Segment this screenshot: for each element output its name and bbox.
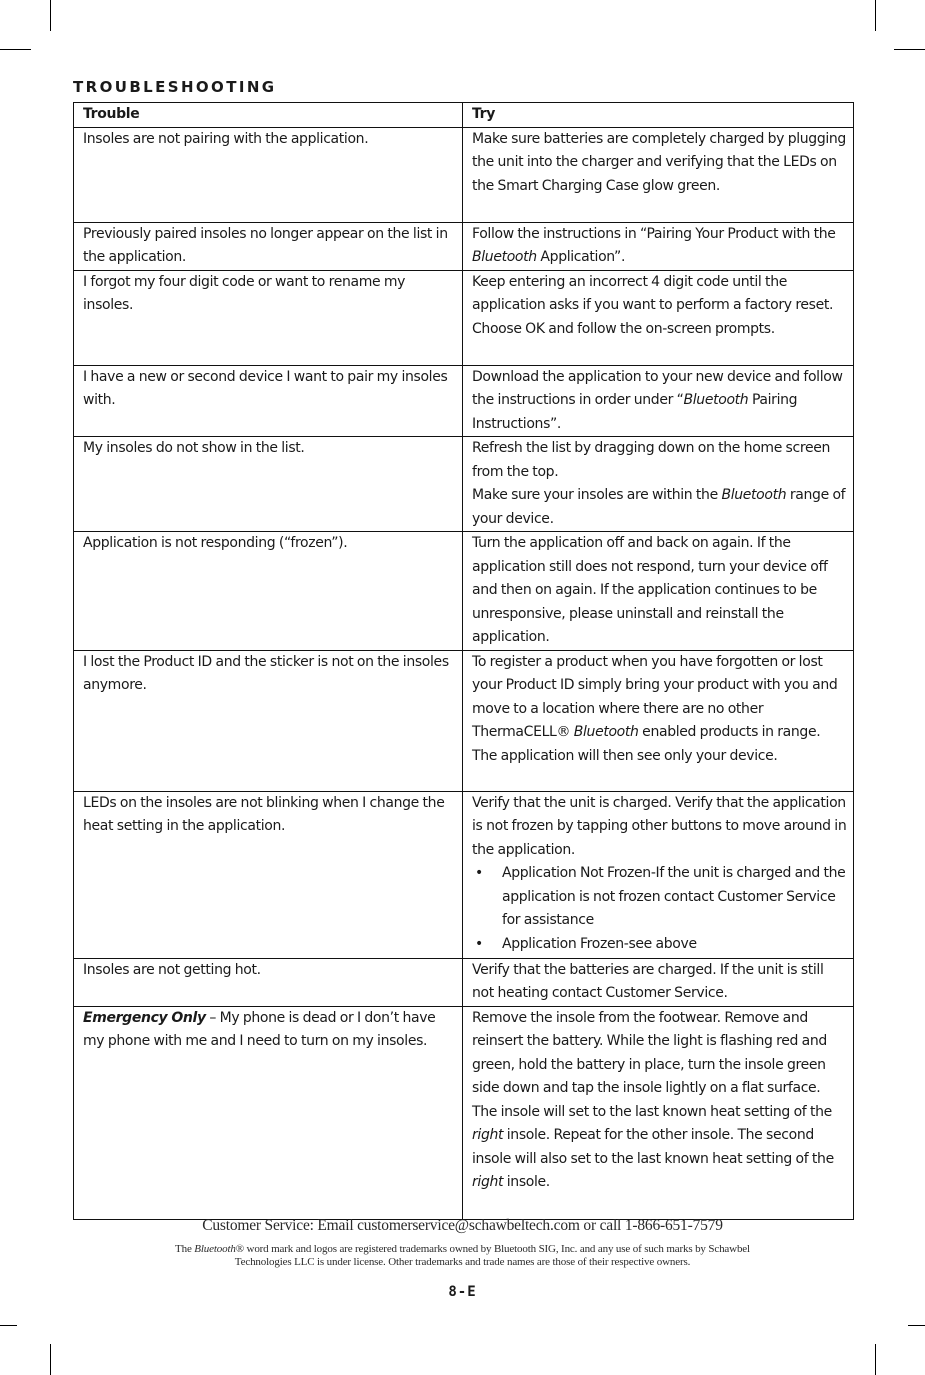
crop-mark-top-left-vertical (50, 0, 51, 31)
crop-mark-top-right-horizontal (894, 49, 925, 50)
table-row (74, 270, 854, 365)
trouble-cell: LEDs on the insoles are not blinking when I change the heat setting in the application. (74, 791, 463, 958)
trouble-cell: Insoles are not getting hot. (74, 958, 463, 1006)
try-cell: Refresh the list by dragging down on the home screen from the top. Make sure your insoles are within the Bluetooth range of your device. (463, 437, 854, 532)
try-cell: Keep entering an incorrect 4 digit code until the application asks if you want to perform a factory reset. Choose OK and follow the on-screen prompts. (463, 270, 854, 365)
emergency-only-label: Emergency Only (83, 1009, 206, 1026)
table-row (74, 222, 854, 270)
try-cell: Verify that the batteries are charged. If the unit is still not heating contact Customer Service. (463, 958, 854, 1006)
column-header-try: Try (463, 103, 854, 128)
try-cell: Verify that the unit is charged. Verify that the application is not frozen by tapping other buttons to move around in the application. • Application Not Frozen-If the unit is charged and the application is not frozen contact Customer Service for assistance • Application Frozen-see above (463, 791, 854, 958)
table-row (74, 958, 854, 1006)
section-title: TROUBLESHOOTING (73, 78, 277, 96)
column-header-trouble: Trouble (74, 103, 463, 128)
table-row (74, 365, 854, 437)
try-cell: To register a product when you have forgotten or lost your Product ID simply bring your product with you and move to a location where there are no other ThermaCELL® Bluetooth enabled products in range. The application will then see only your device. (463, 650, 854, 791)
bullet-list (472, 862, 847, 956)
table-row (74, 532, 854, 651)
troubleshooting-table (73, 102, 854, 1220)
trouble-cell: Emergency Only – My phone is dead or I don’t have my phone with me and I need to turn on my insoles. (74, 1006, 463, 1219)
crop-mark-top-left-horizontal (0, 49, 31, 50)
try-cell: Make sure batteries are completely charged by plugging the unit into the charger and verifying that the LEDs on the Smart Charging Case glow green. (463, 127, 854, 222)
customer-service-line: Customer Service: Email customerservice@schawbeltech.com or call 1-866-651-7579 (202, 1217, 723, 1234)
trademark-notice: The Bluetooth® word mark and logos are registered trademarks owned by Bluetooth SIG, Inc. and any use of such marks by Schawbel Technologies LLC is under license. Other trademarks and trade names are those of their respective owners. (175, 1243, 750, 1268)
table-row (74, 791, 854, 958)
trouble-cell: Previously paired insoles no longer appear on the list in the application. (74, 222, 463, 270)
try-cell: Follow the instructions in “Pairing Your Product with the Bluetooth Application”. (463, 222, 854, 270)
table-row (74, 127, 854, 222)
try-cell: Turn the application off and back on again. If the application still does not respond, turn your device off and then on again. If the application continues to be unresponsive, please uninstall and reinstall the application. (463, 532, 854, 651)
trouble-cell: I have a new or second device I want to pair my insoles with. (74, 365, 463, 437)
crop-mark-bottom-right-vertical (875, 1344, 876, 1375)
table-header-row (74, 103, 854, 128)
crop-mark-top-right-vertical (875, 0, 876, 31)
bullet-item: • Application Not Frozen-If the unit is charged and the application is not frozen contact Customer Service for assistance (472, 862, 847, 933)
trouble-cell: My insoles do not show in the list. (74, 437, 463, 532)
table-row (74, 437, 854, 532)
try-cell: Remove the insole from the footwear. Remove and reinsert the battery. While the light is flashing red and green, hold the battery in place, turn the insole green side down and tap the insole lightly on a flat surface. The insole will set to the last known heat setting of the right insole. Repeat for the other insole. The second insole will also set to the last known heat setting of the right insole. (463, 1006, 854, 1219)
table-row (74, 650, 854, 791)
crop-mark-bottom-right-horizontal (908, 1325, 925, 1326)
try-cell: Download the application to your new device and follow the instructions in order under “Bluetooth Pairing Instructions”. (463, 365, 854, 437)
crop-mark-bottom-left-vertical (50, 1344, 51, 1375)
page-number: 8-E (448, 1284, 477, 1300)
crop-mark-bottom-left-horizontal (0, 1325, 17, 1326)
trouble-cell: Application is not responding (“frozen”). (74, 532, 463, 651)
trouble-cell: I lost the Product ID and the sticker is not on the insoles anymore. (74, 650, 463, 791)
bullet-item: • Application Frozen-see above (472, 933, 847, 957)
trouble-cell: Insoles are not pairing with the application. (74, 127, 463, 222)
trouble-cell: I forgot my four digit code or want to rename my insoles. (74, 270, 463, 365)
table-row (74, 1006, 854, 1219)
